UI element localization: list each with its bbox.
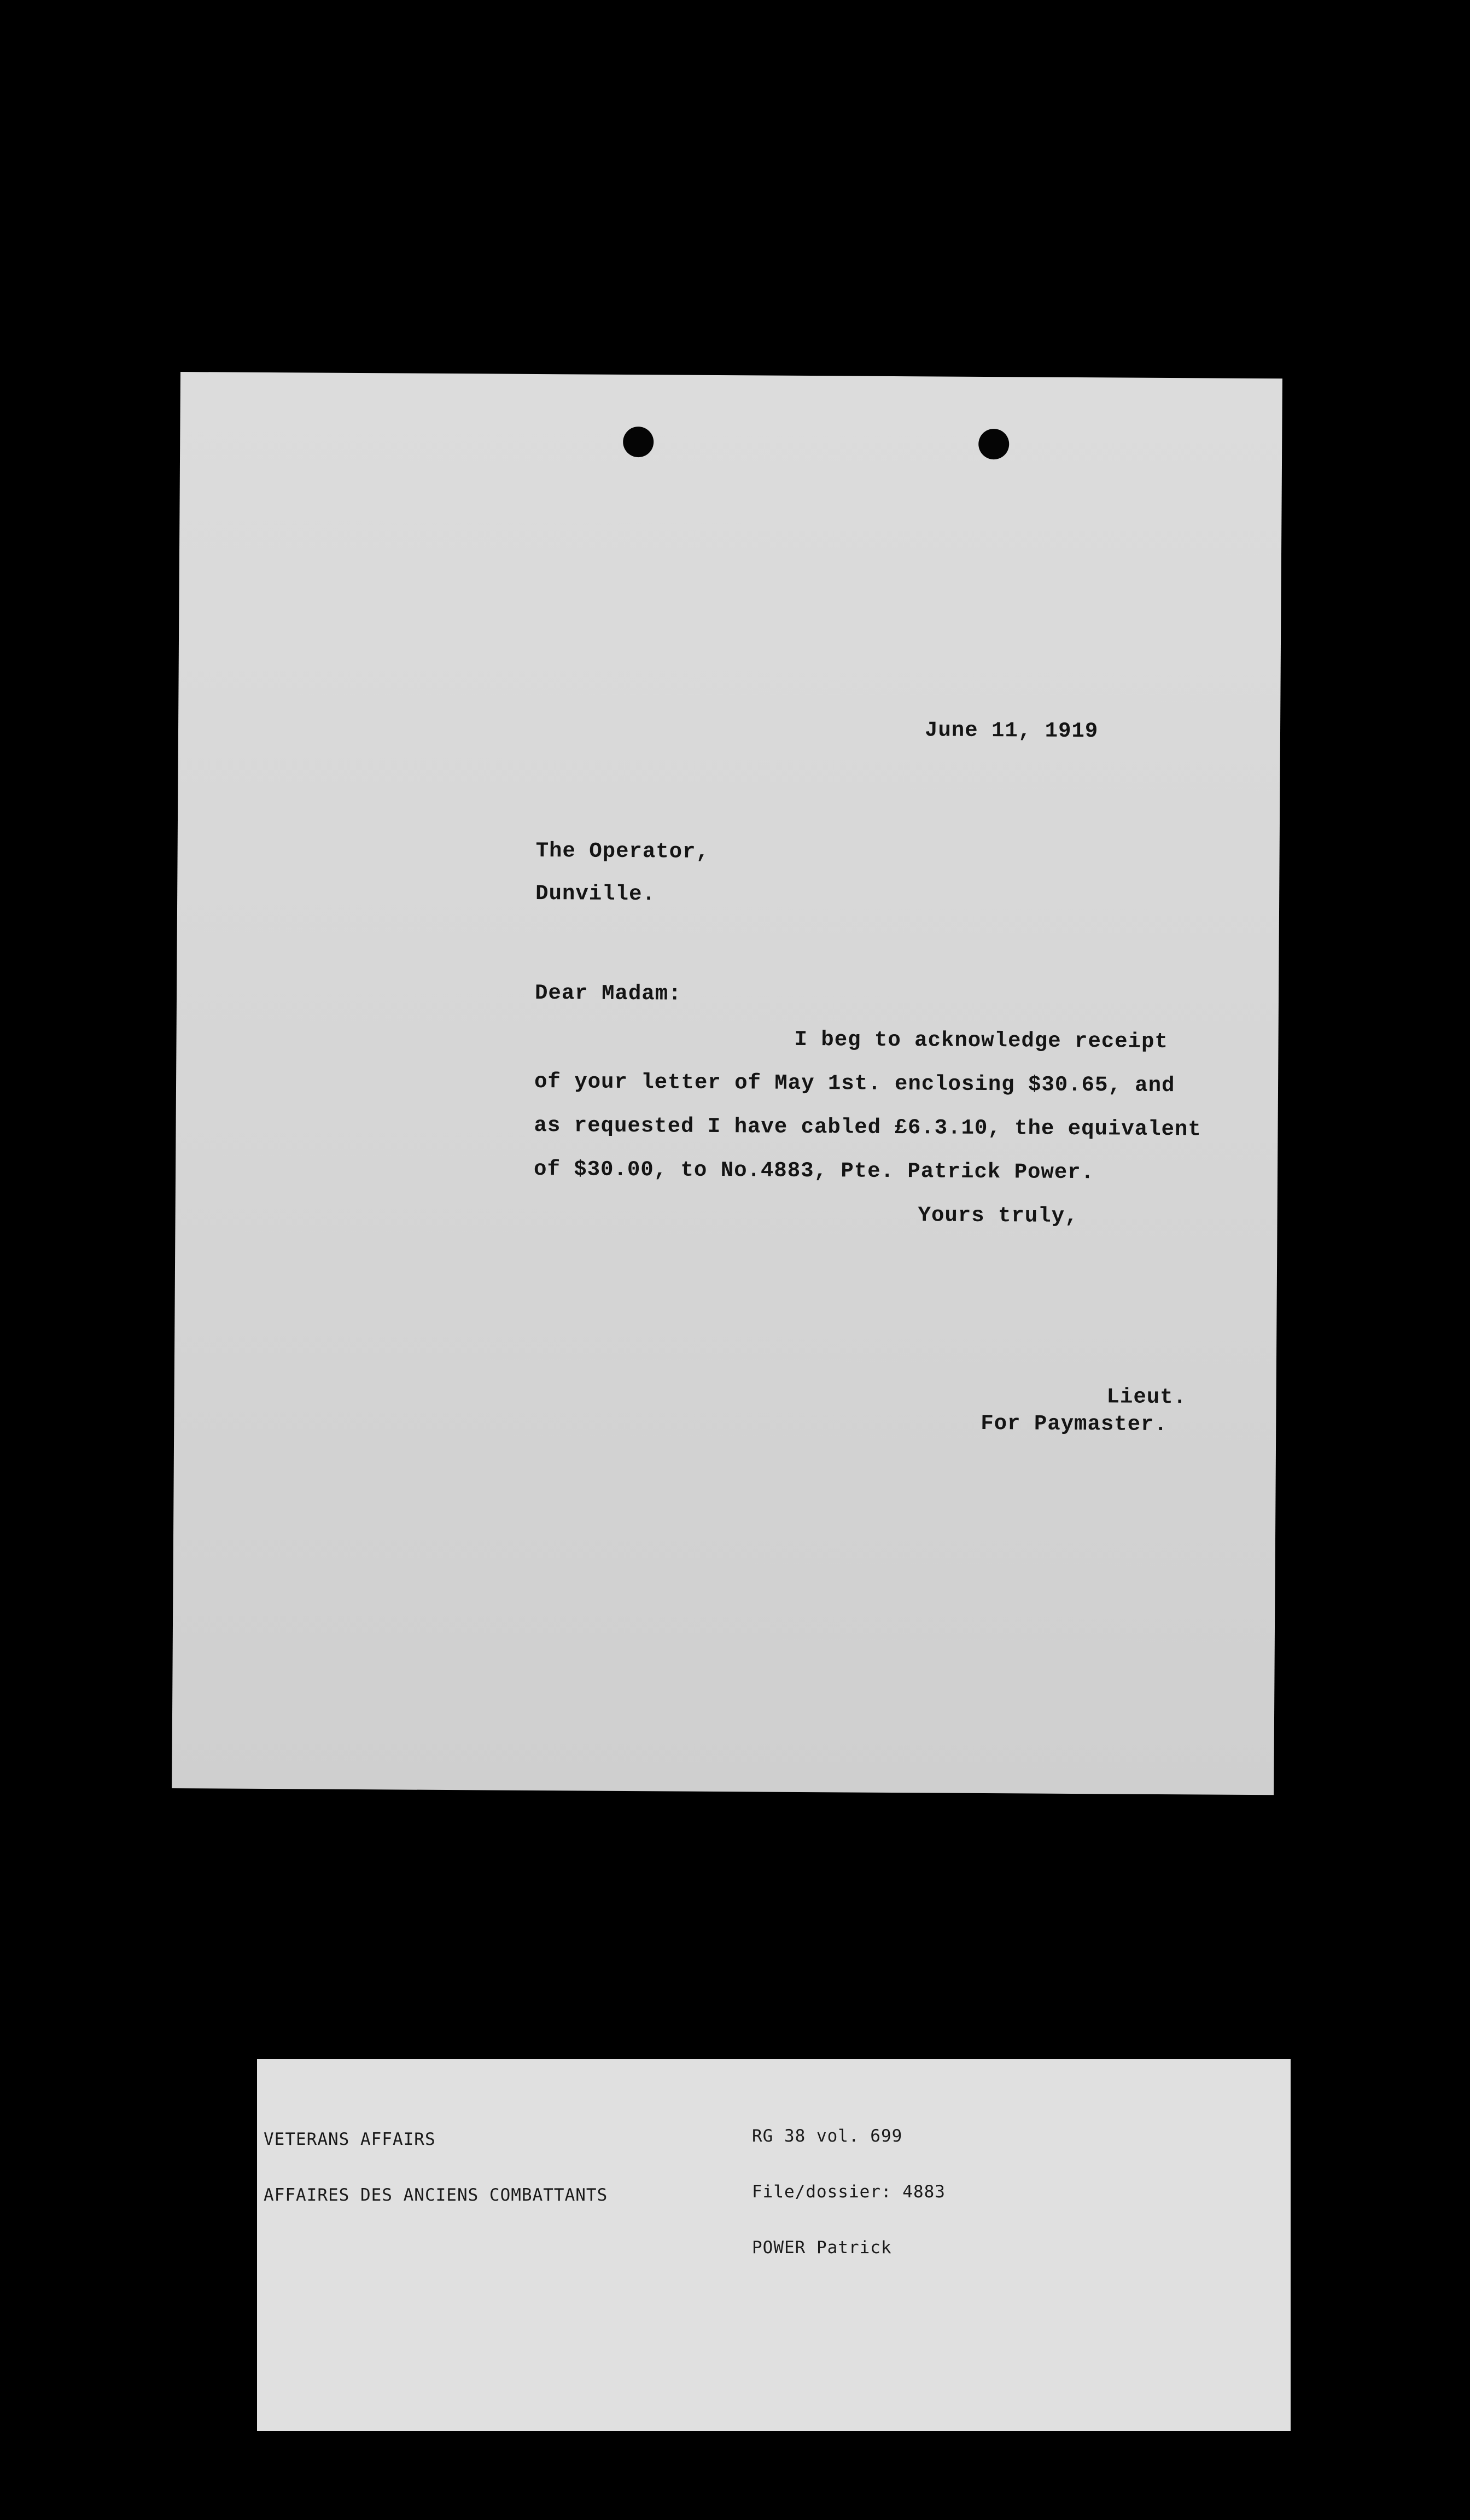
punch-hole	[623, 427, 654, 457]
body-line: I beg to acknowledge receipt	[794, 1027, 1168, 1054]
department-en: VETERANS AFFAIRS	[264, 2130, 436, 2149]
subject-name: POWER Patrick	[752, 2238, 892, 2258]
letter-date: June 11, 1919	[924, 718, 1099, 744]
salutation: Dear Madam:	[534, 981, 682, 1006]
department-fr: AFFAIRES DES ANCIENS COMBATTANTS	[264, 2185, 608, 2205]
record-group: RG 38 vol. 699	[752, 2126, 903, 2146]
archive-label-card	[257, 2059, 1291, 2431]
body-line: as requested I have cabled £6.3.10, the equivalent	[534, 1113, 1201, 1142]
recipient-name: The Operator,	[535, 838, 710, 864]
department-block	[264, 2093, 608, 2242]
recipient-place: Dunville.	[535, 881, 656, 907]
letter-page	[172, 372, 1282, 1795]
reference-block	[752, 2090, 946, 2294]
body-line: of your letter of May 1st. enclosing $30.65, and	[534, 1069, 1175, 1098]
signature-title: For Paymaster.	[981, 1411, 1168, 1437]
body-line: of $30.00, to No.4883, Pte. Patrick Power.	[533, 1157, 1095, 1185]
signature-rank: Lieut.	[1106, 1385, 1187, 1410]
closing: Yours truly,	[918, 1203, 1078, 1229]
punch-hole	[978, 429, 1009, 459]
file-number: File/dossier: 4883	[752, 2182, 946, 2202]
